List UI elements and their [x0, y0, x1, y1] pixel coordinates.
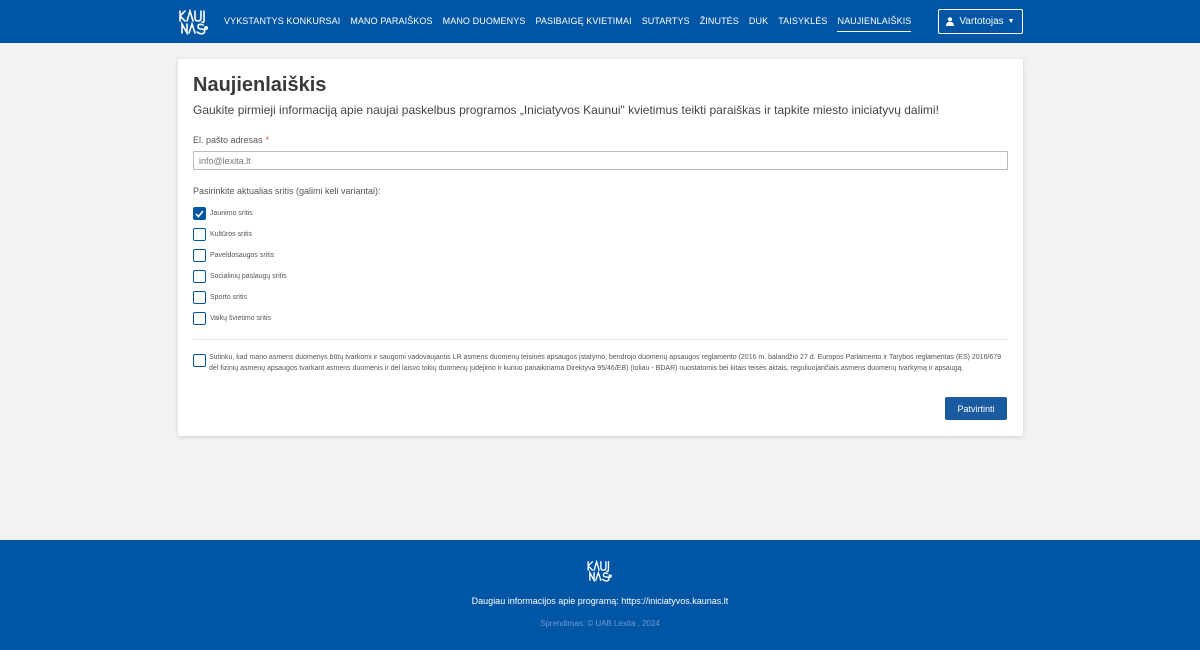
checkbox-socialiniu[interactable] [193, 270, 206, 283]
consent-text: Sutinku, kad mano asmens duomenys būtų tvarkomi ir saugomi vadovaujantis LR asmens duomenų teisinės apsaugos įstatymo, bendrojo duomenų apsaugos reglamento (2016 m. balandžio 27 d. Europos Parlamento ir Tarybos reglamentas (ES) 2016/679 dėl fizinių asmenų apsaugos tvarkant asmens duomenis ir dėl laisvo tokių duomenų judėjimo ir kuriuo panaikinama Direktyva 95/46/EB) (toliau - BDAR) nuostatomis bei kitais teisės aktais, reguliuojančiais asmens duomenų tvarkymą ir apsaugą. [209, 354, 1002, 372]
page-title: Naujienlaiškis [193, 74, 327, 96]
area-label-socialiniu: Socialinių paslaugų sritis [210, 273, 287, 280]
area-option-kulturos[interactable] [193, 228, 252, 241]
kaunas-logo[interactable] [178, 9, 210, 35]
main-nav [224, 0, 921, 43]
area-label-kulturos: Kultūros sritis [210, 231, 253, 238]
nav-naujienlaiskis[interactable]: NAUJIENLAIŠKIS [837, 0, 911, 43]
checkbox-paveldosaugos[interactable] [193, 249, 206, 262]
footer-logo[interactable] [586, 560, 614, 582]
consent-checkbox[interactable] [193, 354, 206, 367]
page-subtitle: Gaukite pirmieji informaciją apie naujai paskelbus programos „Iniciatyvos Kaunui" kvietimus teikti paraiškas ir tapkite miesto iniciatyvų dalimi! [193, 103, 939, 117]
checkbox-jaunimo[interactable] [193, 207, 206, 220]
consent-row [193, 353, 1008, 374]
section-divider [193, 339, 1008, 340]
area-option-sporto[interactable] [193, 291, 247, 304]
navbar-inner [178, 0, 1023, 43]
area-option-jaunimo[interactable] [193, 207, 253, 220]
checkbox-vaiku-svietimo[interactable] [193, 312, 206, 325]
kaunas-logo-icon [586, 560, 614, 582]
check-icon [195, 210, 204, 218]
chevron-down-icon: ▼ [1007, 18, 1015, 25]
kaunas-logo-icon [178, 9, 210, 35]
area-label-jaunimo: Jaunimo sritis [210, 210, 253, 217]
footer [0, 540, 1200, 650]
area-option-socialiniu[interactable] [193, 270, 287, 283]
checkbox-sporto[interactable] [193, 291, 206, 304]
email-field[interactable] [193, 151, 1008, 170]
nav-zinutes[interactable]: ŽINUTĖS [699, 16, 739, 26]
nav-duk[interactable]: DUK [748, 16, 769, 26]
newsletter-card [178, 59, 1023, 436]
area-label-sporto: Sporto sritis [210, 294, 247, 301]
nav-mano-duomenys[interactable]: MANO DUOMENYS [442, 16, 526, 26]
nav-mano-paraiskos[interactable]: MANO PARAIŠKOS [350, 16, 433, 26]
user-menu-button[interactable] [938, 9, 1023, 34]
checkbox-kulturos[interactable] [193, 228, 206, 241]
area-option-paveldosaugos[interactable] [193, 249, 274, 262]
user-icon [946, 17, 954, 26]
area-label-vaiku-svietimo: Vaikų švietimo sritis [210, 315, 271, 322]
nav-vykstantys-konkursai[interactable]: VYKSTANTYS KONKURSAI [224, 16, 341, 26]
top-navbar [0, 0, 1200, 43]
nav-pasibaige-kvietimai[interactable]: PASIBAIGĘ KVIETIMAI [535, 16, 632, 26]
confirm-button[interactable]: Patvirtinti [945, 397, 1007, 420]
nav-taisykles[interactable]: TAISYKLĖS [778, 16, 828, 26]
email-label [193, 135, 269, 145]
email-label-text: El. pašto adresas [193, 135, 263, 145]
area-label-paveldosaugos: Paveldosaugos sritis [210, 252, 275, 259]
user-menu-label: Vartotojas [959, 16, 1004, 27]
nav-sutartys[interactable]: SUTARTYS [641, 16, 690, 26]
footer-credit: Sprendimas: © UAB Lexita , 2024 [540, 619, 660, 628]
area-option-vaiku-svietimo[interactable] [193, 312, 271, 325]
footer-info-link[interactable]: Daugiau informacijos apie programą: https://iniciatyvos.kaunas.lt [471, 596, 729, 606]
areas-label: Pasirinkite aktualias sritis (galimi keli variantai): [193, 186, 381, 196]
required-mark: * [265, 135, 270, 145]
